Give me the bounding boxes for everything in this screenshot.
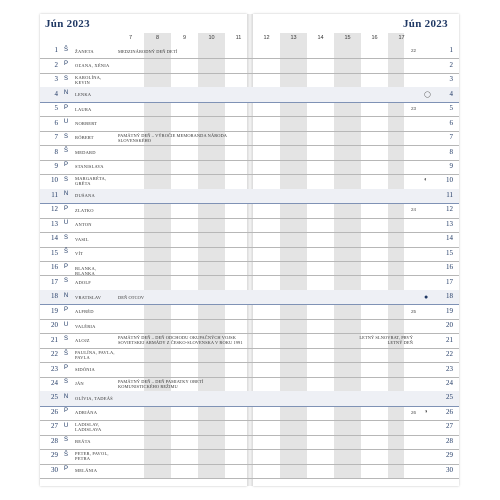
nameday: ADOLF bbox=[75, 280, 92, 286]
day-number: 25 bbox=[51, 393, 58, 402]
weekday-letter: S bbox=[63, 437, 68, 444]
event-note: PAMÄTNÝ DEŇ – DEŇ ODCHODU OKUPAČNÝCH VOJSK SOVIETSKEJ ARMÁDY Z ČESKO-SLOVENSKA V ROKU 1991 bbox=[118, 335, 243, 346]
nameday: LADISLAV, LADISLAVA bbox=[75, 422, 102, 433]
nameday: OĽANA, XÉNIA bbox=[75, 63, 110, 69]
day-number: 19 bbox=[51, 306, 58, 315]
weekday-letter: Š bbox=[63, 148, 68, 154]
day-number: 3 bbox=[54, 75, 58, 84]
nameday: VASIL bbox=[75, 236, 89, 242]
weekday-letter: P bbox=[63, 162, 68, 169]
nameday: ANTON bbox=[75, 222, 92, 228]
month-title-left: Jún 2023 bbox=[45, 18, 90, 30]
day-number: 8 bbox=[54, 147, 58, 156]
nameday: MEDARD bbox=[75, 149, 96, 155]
nameday: SIDÓNIA bbox=[75, 366, 95, 372]
day-number-right: 10 bbox=[446, 176, 453, 185]
hour-header: 13 bbox=[290, 35, 297, 41]
day-number: 24 bbox=[51, 378, 58, 387]
nameday: LENKA bbox=[75, 92, 92, 98]
day-number-right: 29 bbox=[446, 451, 453, 460]
nameday: MARGARÉTA, GRÉTA bbox=[75, 176, 107, 187]
day-number: 22 bbox=[51, 350, 58, 359]
day-number-right: 7 bbox=[449, 133, 453, 142]
week-number: 25 bbox=[411, 308, 417, 314]
nameday: BEÁTA bbox=[75, 439, 91, 445]
day-number-right: 12 bbox=[446, 205, 453, 214]
day-number-right: 9 bbox=[449, 161, 453, 170]
day-number: 10 bbox=[51, 176, 58, 185]
hour-header: 15 bbox=[344, 35, 351, 41]
nameday: PETER, PAVOL, PETRA bbox=[75, 451, 109, 462]
nameday: KAROLÍNA, KEVIN bbox=[75, 74, 102, 85]
week-number: 24 bbox=[411, 207, 417, 213]
nameday: RÓBERT bbox=[75, 135, 94, 141]
weekday-letter: Š bbox=[63, 46, 68, 53]
day-number: 9 bbox=[54, 161, 58, 170]
hour-header: 11 bbox=[235, 35, 242, 41]
weekday-letter: S bbox=[63, 75, 68, 82]
day-number-right: 8 bbox=[449, 147, 453, 156]
day-number: 11 bbox=[51, 190, 58, 199]
nameday: MELÁNIA bbox=[75, 468, 98, 474]
day-number: 23 bbox=[51, 364, 58, 373]
weekday-letter: Š bbox=[63, 451, 68, 458]
nameday: LAURA bbox=[75, 106, 92, 112]
day-number-right: 4 bbox=[449, 89, 453, 98]
day-number-right: 27 bbox=[446, 422, 453, 431]
week-number: 23 bbox=[411, 106, 417, 112]
nameday: ADRIÁNA bbox=[75, 410, 98, 416]
day-number-right: 3 bbox=[449, 75, 453, 84]
weekday-letter: P bbox=[63, 61, 68, 68]
weekday-letter: P bbox=[63, 205, 68, 212]
weekday-letter: S bbox=[63, 133, 68, 140]
day-number: 13 bbox=[51, 219, 58, 228]
weekday-letter: Š bbox=[63, 350, 68, 357]
day-number-right: 14 bbox=[446, 234, 453, 243]
day-number-right: 26 bbox=[446, 407, 453, 416]
day-number: 1 bbox=[54, 46, 58, 55]
day-number: 28 bbox=[51, 436, 58, 445]
day-number-right: 16 bbox=[446, 263, 453, 272]
moon-phase-icon: ◯ bbox=[424, 91, 431, 98]
day-number-right: 5 bbox=[449, 104, 453, 113]
day-number: 2 bbox=[54, 60, 58, 69]
day-number-right: 28 bbox=[446, 436, 453, 445]
weekday-letter: S bbox=[63, 278, 68, 285]
day-number: 30 bbox=[51, 465, 58, 474]
hour-header: 16 bbox=[371, 35, 378, 41]
day-number: 29 bbox=[51, 451, 58, 460]
day-number: 18 bbox=[51, 292, 58, 301]
weekday-letter: N bbox=[63, 292, 69, 299]
hour-header: 14 bbox=[317, 35, 324, 41]
weekday-letter: Š bbox=[63, 249, 68, 256]
weekday-letter: N bbox=[63, 393, 69, 400]
nameday: ŽANETA bbox=[75, 48, 94, 54]
event-note: MEDZINÁRODNÝ DEŇ DETÍ bbox=[118, 48, 178, 54]
weekday-letter: P bbox=[63, 263, 68, 270]
weekday-letter: S bbox=[63, 176, 68, 183]
day-number: 7 bbox=[54, 133, 58, 142]
day-number: 12 bbox=[51, 205, 58, 214]
hour-header: 9 bbox=[182, 35, 187, 41]
day-number: 27 bbox=[51, 422, 58, 431]
day-number-right: 11 bbox=[446, 190, 453, 199]
weekday-letter: P bbox=[63, 104, 68, 111]
day-number-right: 30 bbox=[446, 465, 453, 474]
weekday-letter: U bbox=[63, 321, 69, 328]
day-number-right: 20 bbox=[446, 321, 453, 330]
nameday: VÍT bbox=[75, 251, 84, 257]
nameday: ZLATKO bbox=[75, 207, 94, 213]
month-title-right: Jún 2023 bbox=[403, 18, 448, 30]
nameday: BLANKA, BLANKA bbox=[75, 265, 97, 276]
weekday-letter: N bbox=[63, 90, 69, 97]
event-note: PAMÄTNÝ DEŇ – VÝROČIE MEMORANDA NÁRODA SLOVENSKÉHO bbox=[118, 132, 227, 143]
hour-header: 17 bbox=[398, 35, 405, 41]
hour-header: 12 bbox=[263, 35, 270, 41]
day-number: 5 bbox=[54, 104, 58, 113]
event-note: DEŇ OTCOV bbox=[118, 294, 145, 300]
weekday-letter: S bbox=[63, 234, 68, 241]
day-number: 14 bbox=[51, 234, 58, 243]
event-note-right: LETNÝ SLNOVRAT, PRVÝ LETNÝ DEŇ bbox=[359, 335, 413, 346]
weekday-letter: N bbox=[63, 191, 69, 198]
day-number-right: 6 bbox=[449, 118, 453, 127]
day-number-right: 25 bbox=[446, 393, 453, 402]
nameday: OLÍVIA, TADEÁŠ bbox=[75, 395, 113, 401]
nameday: DUŠANA bbox=[75, 193, 95, 199]
weekday-letter: U bbox=[63, 422, 69, 429]
day-number: 6 bbox=[54, 118, 58, 127]
day-number: 26 bbox=[51, 407, 58, 416]
day-number-right: 13 bbox=[446, 219, 453, 228]
nameday: PAULÍNA, PAVLA, PAVLA bbox=[75, 349, 115, 360]
nameday: VALÉRIA bbox=[75, 323, 96, 329]
weekday-letter: P bbox=[63, 466, 68, 473]
day-number-right: 2 bbox=[449, 60, 453, 69]
weekday-letter: P bbox=[63, 365, 68, 371]
day-number: 21 bbox=[51, 335, 58, 344]
weekday-letter: S bbox=[63, 379, 68, 386]
hour-header: 10 bbox=[208, 35, 215, 41]
day-number: 17 bbox=[51, 277, 58, 286]
day-number-right: 18 bbox=[446, 292, 453, 301]
day-number: 16 bbox=[51, 263, 58, 272]
moon-phase-icon: ◐ bbox=[424, 177, 428, 184]
day-number-right: 1 bbox=[449, 46, 453, 55]
day-number-right: 17 bbox=[446, 277, 453, 286]
hour-header: 8 bbox=[155, 35, 160, 41]
nameday: JÁN bbox=[75, 381, 84, 387]
weekday-letter: S bbox=[63, 336, 68, 343]
nameday: STANISLAVA bbox=[75, 164, 104, 170]
nameday: NORBERT bbox=[75, 120, 98, 126]
hour-header: 7 bbox=[128, 35, 133, 41]
day-number-right: 24 bbox=[446, 378, 453, 387]
weekday-letter: P bbox=[63, 408, 68, 415]
moon-phase-icon: ● bbox=[424, 293, 429, 302]
weekday-letter: U bbox=[63, 119, 69, 126]
nameday: ALOJZ bbox=[75, 337, 90, 343]
day-number-right: 19 bbox=[446, 306, 453, 315]
nameday: ALFRÉD bbox=[75, 309, 94, 315]
day-number-right: 15 bbox=[446, 248, 453, 257]
day-number-right: 22 bbox=[446, 350, 453, 359]
day-number: 15 bbox=[51, 248, 58, 257]
nameday: VRATISLAV bbox=[75, 294, 102, 300]
week-number: 22 bbox=[411, 48, 417, 54]
day-number-right: 21 bbox=[446, 335, 453, 344]
day-number: 4 bbox=[54, 89, 58, 98]
weekday-letter: U bbox=[63, 220, 69, 227]
moon-phase-icon: ◑ bbox=[424, 408, 428, 415]
day-number-right: 23 bbox=[446, 364, 453, 373]
event-note: PAMÄTNÝ DEŇ – DEŇ PAMIATKY OBETÍ KOMUNISTICKÉHO REŽIMU bbox=[118, 378, 204, 389]
weekday-letter: P bbox=[63, 307, 68, 314]
week-number: 26 bbox=[411, 409, 417, 415]
day-number: 20 bbox=[51, 321, 58, 330]
